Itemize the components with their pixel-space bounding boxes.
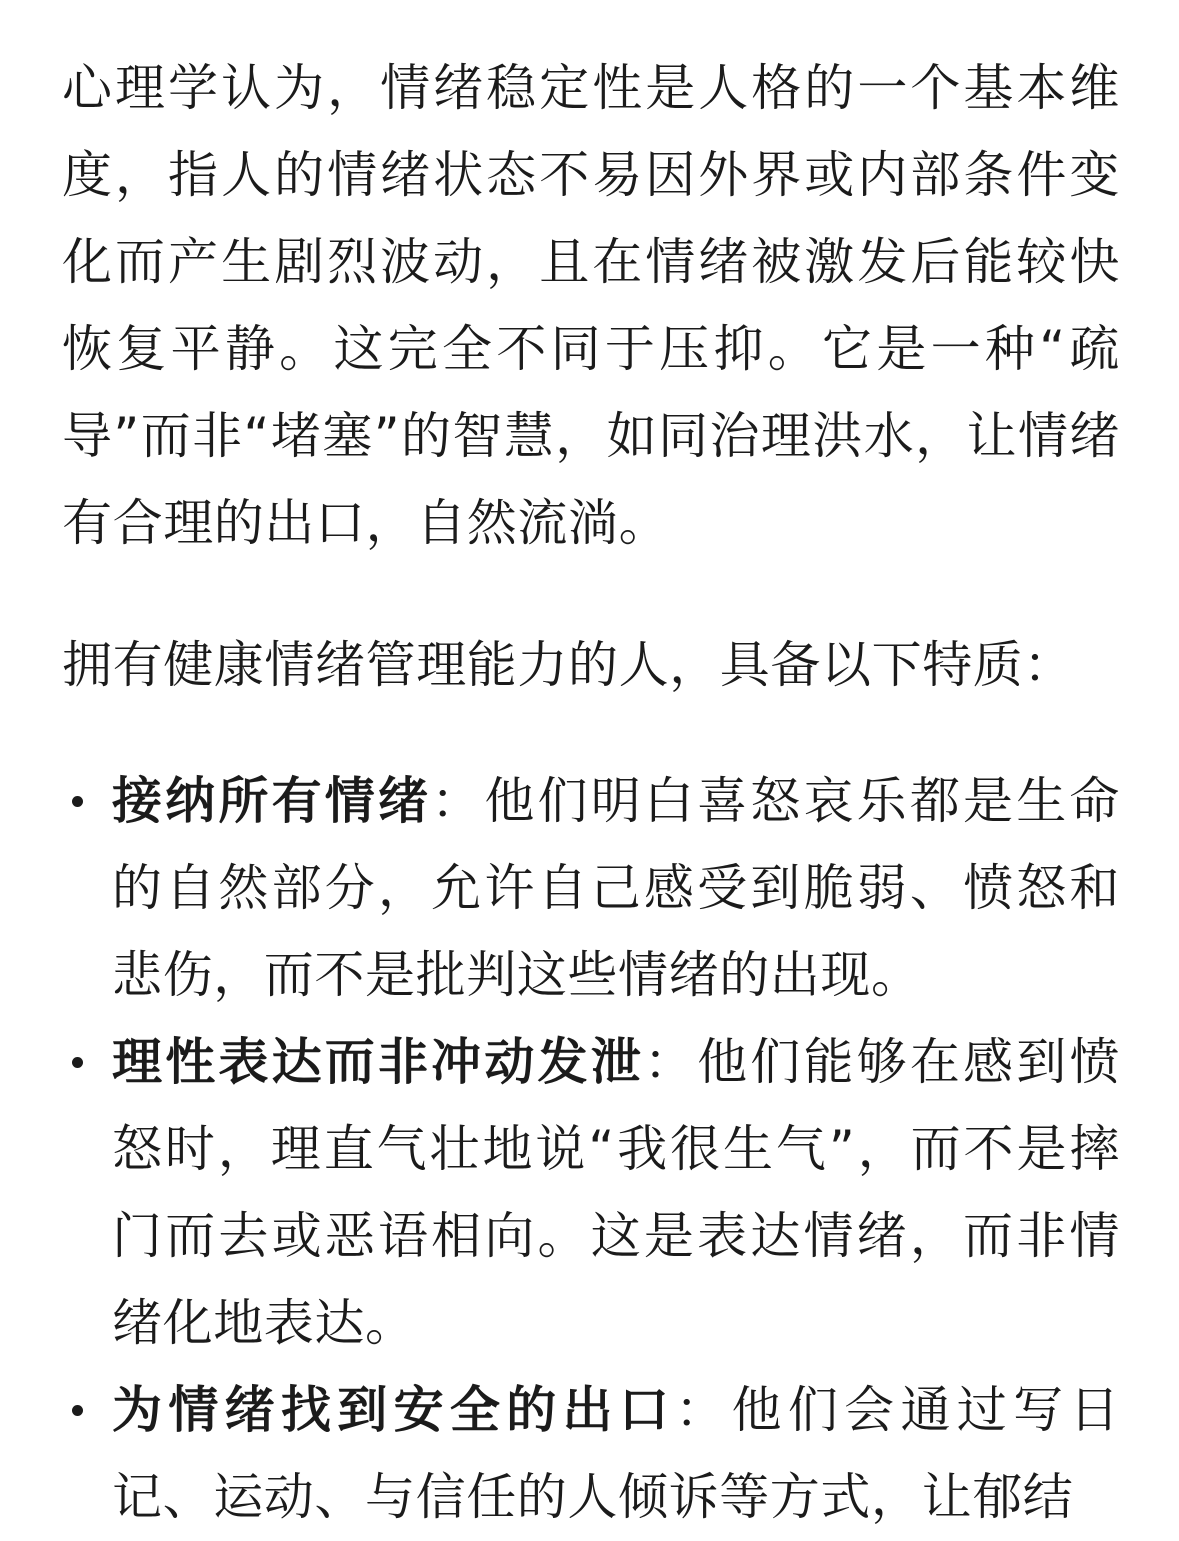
trait-separator: ： [643, 1033, 698, 1091]
bullet-dot-icon [72, 796, 83, 807]
trait-title: 为情绪找到安全的出口 [112, 1381, 676, 1439]
trait-separator: ： [431, 772, 485, 830]
trait-separator: ： [675, 1381, 732, 1439]
bullet-dot-icon [72, 1057, 83, 1068]
intro-paragraph: 心理学认为，情绪稳定性是人格的一个基本维度，指人的情绪状态不易因外界或内部条件变化而产生剧烈波动，且在情绪被激发后能较快恢复平静。这完全不同于压抑。它是一种“疏导”而非“堵塞”的智慧，如同治理洪水，让情绪有合理的出口，自然流淌。 [62, 59, 1120, 552]
trait-text: 他们明白喜怒哀乐都是生命的自然部分，允许自己感受到脆弱、愤怒和悲伤，而不是批判这些情绪的出现。 [112, 772, 1121, 1004]
article-body [62, 45, 1120, 1541]
list-item [62, 758, 1120, 1019]
list-item [62, 1019, 1120, 1367]
trait-text: 他们能够在感到愤怒时，理直气壮地说“我很生气”，而不是摔门而去或恶语相向。这是表达情绪，而非情绪化地表达。 [112, 1033, 1121, 1352]
traits-list [62, 758, 1120, 1541]
traits-lead-paragraph: 拥有健康情绪管理能力的人，具备以下特质： [62, 636, 1074, 694]
trait-title: 理性表达而非冲动发泄 [112, 1033, 644, 1091]
list-item [62, 1367, 1120, 1541]
trait-title: 接纳所有情绪 [112, 772, 432, 830]
bullet-dot-icon [72, 1405, 83, 1416]
trait-text: 他们会通过写日记、运动、与信任的人倾诉等方式，让郁结 [112, 1381, 1121, 1526]
